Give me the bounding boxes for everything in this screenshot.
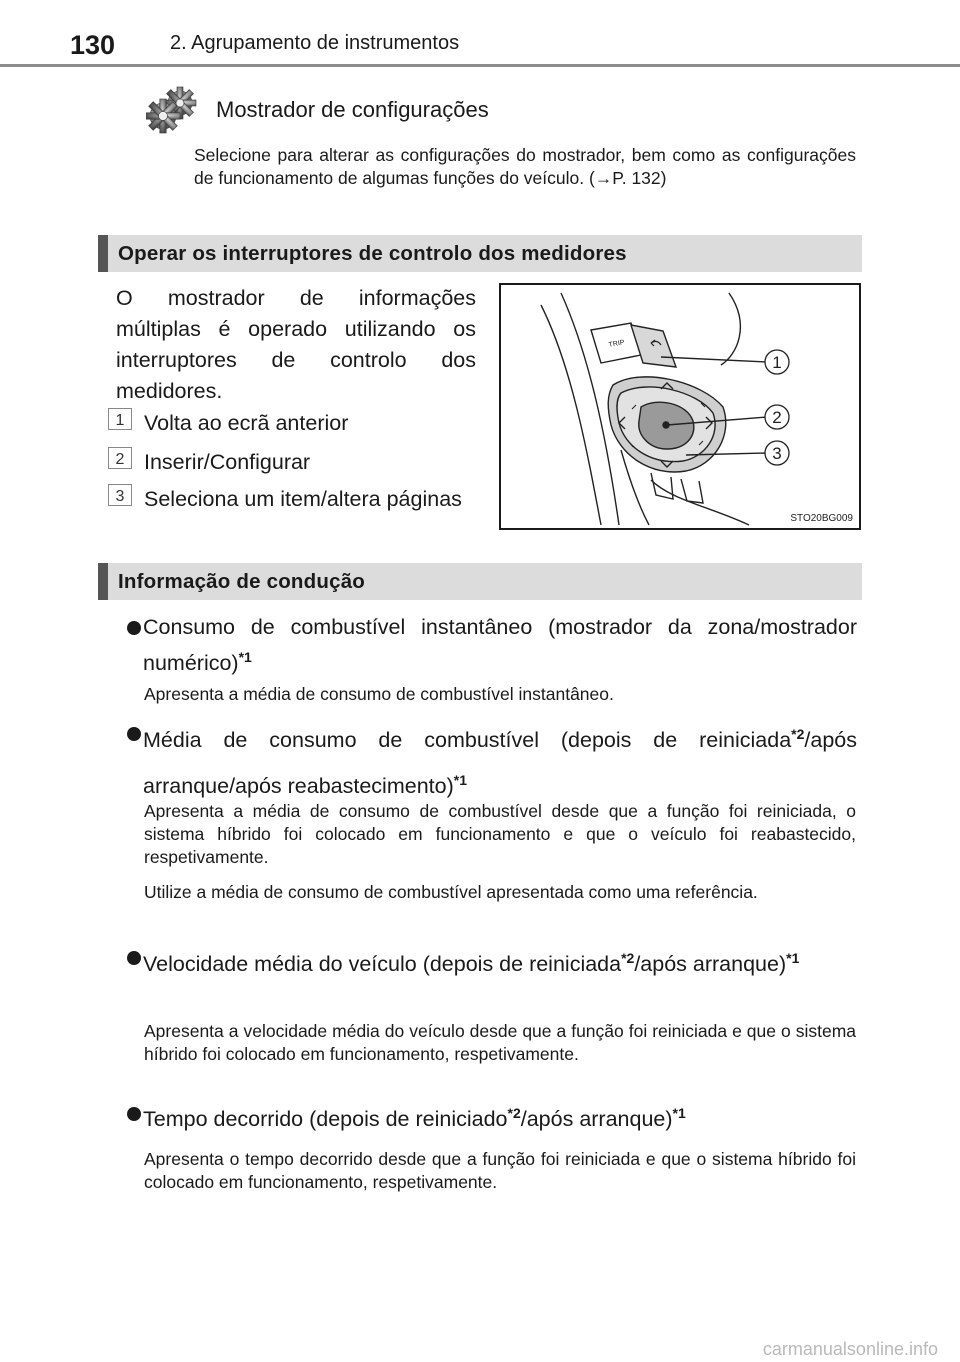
number-badge-2	[108, 447, 132, 469]
bullet-description: Utilize a média de consumo de combustível apresentada como uma referência.	[144, 882, 758, 902]
bullet-description: Apresenta a velocidade média do veículo desde que a função foi reiniciada e que o sistema híbrido foi colocado em funcionamento, respetivamente.	[144, 1021, 856, 1064]
section-heading-switches	[98, 235, 862, 272]
running-head: 2. Agrupamento de instrumentos	[170, 32, 460, 54]
settings-title: Mostrador de configurações	[216, 97, 489, 122]
section-heading-driving-info	[98, 563, 862, 600]
bullet-item	[127, 938, 857, 1008]
watermark[interactable]: carmanualsonline.info	[762, 1339, 938, 1359]
callout-3: 3	[772, 444, 782, 463]
svg-text:3: 3	[115, 488, 125, 505]
bullet-item	[127, 714, 857, 799]
list-item	[108, 408, 349, 439]
callout-1: 1	[772, 353, 782, 372]
bullet-description: Apresenta a média de consumo de combustível instantâneo.	[144, 684, 614, 704]
number-badge-3	[108, 484, 132, 506]
trip-label: TRIP	[608, 339, 626, 349]
bullet-title: Velocidade média do veículo (depois de reiniciada$^{*2}$/após arranque)$^{*1}$	[143, 950, 800, 977]
svg-text:2: 2	[115, 451, 125, 468]
switches-intro: O mostrador de informações múltiplas é operado utilizando os interruptores de controlo dos medidores.	[116, 286, 476, 403]
callout-2: 2	[772, 408, 782, 427]
bullet-item	[127, 1098, 857, 1134]
steering-switch-illustration	[501, 285, 859, 528]
list-item	[108, 447, 311, 478]
figure-code: STO20BG009	[790, 513, 853, 524]
bullet-dot	[127, 727, 141, 741]
section-heading-switches-text: Operar os interruptores de controlo dos medidores	[118, 242, 627, 265]
list-item-text: Inserir/Configurar	[144, 450, 311, 474]
svg-text:1: 1	[115, 412, 125, 429]
bullet-dot	[127, 621, 141, 635]
list-item-text: Seleciona um item/altera páginas	[144, 487, 462, 511]
bullet-title: Consumo de combustível instantâneo (mostrador da zona/mostrador numérico)$^{*1}$	[143, 615, 857, 676]
bullet-description: Apresenta o tempo decorrido desde que a função foi reiniciada e que o sistema híbrido foi colocado em funcionamento, respetivamente.	[144, 1149, 856, 1192]
bullet-description: Apresenta a média de consumo de combustível desde que a função foi reiniciada, o sistema híbrido foi colocado em funcionamento e que o veículo foi reabastecido, respetivamente.	[144, 801, 856, 867]
bullet-title: Média de consumo de combustível (depois de reiniciada$^{*2}$/após arranque/após reabastecimento)$^{*1}$	[143, 726, 857, 799]
bullet-dot	[127, 951, 141, 965]
settings-description: Selecione para alterar as configurações do mostrador, bem como as configurações de funcionamento de algumas funções do veículo. (→P. 132)	[194, 145, 856, 188]
section-heading-driving-info-text: Informação de condução	[118, 570, 366, 593]
page-number: 130	[70, 30, 116, 60]
number-badge-1	[108, 408, 132, 430]
list-item	[108, 484, 462, 515]
steering-switch-figure	[499, 283, 861, 530]
bullet-dot	[127, 1107, 141, 1121]
bullet-item	[127, 612, 857, 674]
list-item-text: Volta ao ecrã anterior	[144, 411, 349, 435]
header-rule	[0, 64, 960, 67]
gear-icon	[146, 86, 198, 134]
bullet-title: Tempo decorrido (depois de reiniciado$^{*2}$/após arranque)$^{*1}$	[143, 1105, 686, 1132]
